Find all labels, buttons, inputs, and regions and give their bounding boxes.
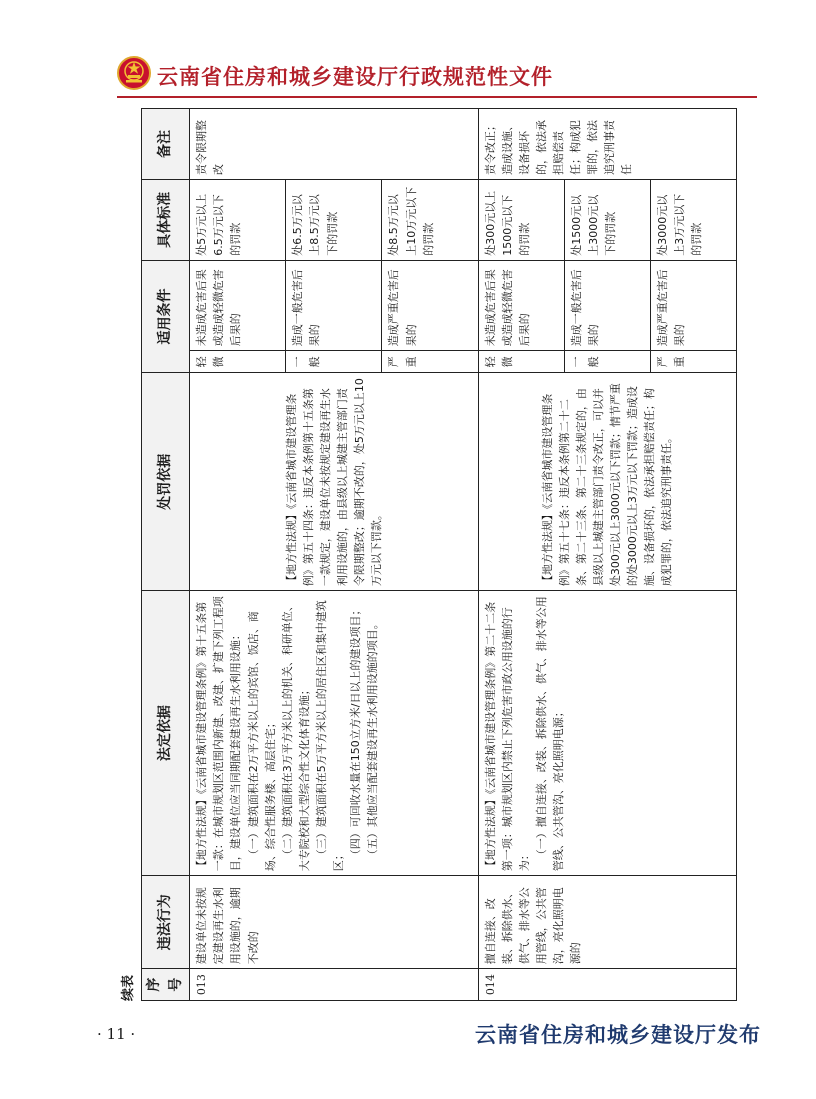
column-header-law: 法定依据 bbox=[142, 591, 190, 876]
tier-level: 一般 bbox=[286, 351, 382, 373]
row-law bbox=[190, 591, 478, 876]
law-para: （四）可回收水量在150立方米/日以上的建设项目； bbox=[348, 604, 362, 861]
tier-level: 严重 bbox=[650, 351, 736, 373]
tier-standard: 处6.5万元以上8.5万元以下的罚款 bbox=[286, 180, 382, 261]
tier-level: 轻微 bbox=[478, 351, 564, 373]
penalty-standard-table bbox=[141, 108, 737, 1001]
row-act: 擅自连接、改装、拆除供水、供气、排水等公用管线，公共管沟，亮化照明电源的 bbox=[478, 876, 736, 969]
law-para: （一）建筑面积在2万平方米以上的宾馆、饭店、商场、综合性服务楼、高层住宅； bbox=[246, 611, 277, 872]
column-header-penalty: 处罚依据 bbox=[142, 373, 190, 591]
document-header bbox=[117, 52, 757, 102]
table-row bbox=[478, 109, 564, 1001]
row-note: 责令改正；造成设施、设备损坏的，依法承担赔偿责任；构成犯罪的，依法追究刑事责任 bbox=[478, 109, 736, 180]
tier-level: 一般 bbox=[564, 351, 650, 373]
table-row bbox=[190, 109, 286, 1001]
law-para: 【地方性法规】《云南省城市建设管理条例》第二十二条第一项：城市规划区内禁止下列危害市政公用设施的行为： bbox=[483, 601, 531, 872]
row-penalty: 【地方性法规】《云南省城市建设管理条例》第五十七条：违反本条例第二十二条、第二十三条、第二十三条规定的，由县级以上城建主管部门责令改正，可以并处300元以上3000元以下罚款；情节严重的处3000元以上3万元以下罚款；造成设施、设备损坏的，依法承担赔偿责任；构成犯罪的，依法追究刑事责任。 bbox=[478, 373, 736, 591]
tier-condition: 造成一般危害后果的 bbox=[286, 260, 382, 351]
row-penalty: 【地方性法规】《云南省城市建设管理条例》第五十四条：违反本条例第十五条第一款规定，建设单位未按规定建设再生水利用设施的，由县级以上城建主管部门责令限期整改；逾期不改的，处5万元以上10万元以下罚款。 bbox=[190, 373, 478, 591]
tier-condition: 未造成危害后果或造成轻微危害后果的 bbox=[190, 260, 286, 351]
national-emblem-icon bbox=[117, 56, 151, 90]
law-para: 【地方性法规】《云南省城市建设管理条例》第十五条第一款：在城市规划区范围内新建、改建、扩建下列工程项目，建设单位应当同期配套建设再生水利用设施： bbox=[195, 596, 243, 872]
tier-condition: 造成一般危害后果的 bbox=[564, 260, 650, 351]
tier-standard: 处1500元以上3000元以下的罚款 bbox=[564, 180, 650, 261]
footer-organization: 云南省住房和城乡建设厅发布 bbox=[475, 1023, 761, 1047]
law-para: （一）擅自连接、改装、拆除供水、供气、排水等公用管线、公共管沟、亮化照明电源； bbox=[534, 596, 565, 872]
tier-condition: 未造成危害后果或造成轻微危害后果的 bbox=[478, 260, 564, 351]
tier-level: 严重 bbox=[382, 351, 478, 373]
tier-standard: 处300元以上1500元以下的罚款 bbox=[478, 180, 564, 261]
law-para: （五）其他应当配套建设再生水利用设施的项目。 bbox=[365, 618, 379, 861]
continued-label: 续表 bbox=[121, 974, 136, 1001]
tier-standard: 处5万元以上6.5万元以下的罚款 bbox=[190, 180, 286, 261]
rotated-table-area bbox=[117, 108, 737, 1001]
column-header-act: 违法行为 bbox=[142, 876, 190, 969]
column-header-note: 备注 bbox=[142, 109, 190, 180]
row-act: 建设单位未按规定建设再生水利用设施的，逾期不改的 bbox=[190, 876, 478, 969]
column-header-seq: 序号 bbox=[142, 969, 190, 1001]
tier-level: 轻微 bbox=[190, 351, 286, 373]
header-divider bbox=[117, 96, 757, 98]
tier-standard: 处3000元以上3万元以下的罚款 bbox=[650, 180, 736, 261]
column-header-standard: 具体标准 bbox=[142, 180, 190, 261]
row-seq: 013 bbox=[190, 969, 478, 1001]
tier-standard: 处8.5万元以上10万元以下的罚款 bbox=[382, 180, 478, 261]
column-header-condition: 适用条件 bbox=[142, 260, 190, 373]
law-para: （二）建筑面积在3万平方米以上的机关、科研单位、大专院校和大型综合性文化体育设施； bbox=[280, 600, 311, 872]
law-para: （三）建筑面积在5万平方米以上的居住区和集中建筑区； bbox=[314, 600, 345, 872]
page-number: · 11 · bbox=[97, 1025, 136, 1043]
table-header-row bbox=[142, 109, 190, 1001]
header-title: 云南省住房和城乡建设厅行政规范性文件 bbox=[157, 65, 553, 89]
row-seq: 014 bbox=[478, 969, 736, 1001]
row-law bbox=[478, 591, 736, 876]
row-note: 责令限期整改 bbox=[190, 109, 478, 180]
tier-condition: 造成严重危害后果的 bbox=[382, 260, 478, 351]
tier-condition: 造成严重危害后果的 bbox=[650, 260, 736, 351]
